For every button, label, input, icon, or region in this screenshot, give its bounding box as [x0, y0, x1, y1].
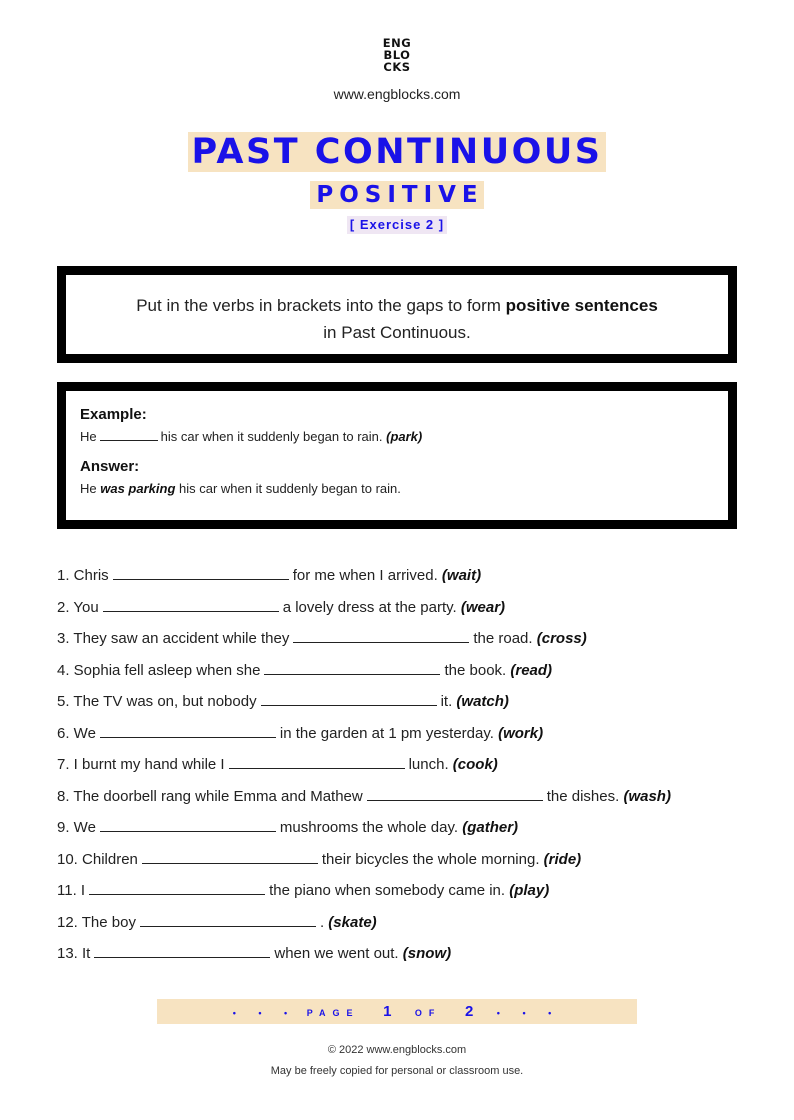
example-verb: (park): [386, 429, 423, 444]
question-before: 1. Chris: [57, 567, 109, 584]
example-box: [57, 382, 737, 529]
question-before: 9. We: [57, 819, 96, 836]
question-verb: (play): [509, 882, 550, 899]
logo-line-3: CKS: [383, 60, 411, 74]
question-before: 12. The boy: [57, 913, 136, 931]
logo-line-2: BLO: [383, 48, 411, 62]
question-after: their bicycles the whole morning.: [321, 850, 540, 868]
question-after: mushrooms the whole day.: [279, 819, 459, 836]
pagination-of-label: OF: [414, 1008, 442, 1018]
question-verb: (wash): [623, 787, 671, 805]
question-item: [57, 942, 757, 974]
pagination-bar: [157, 999, 637, 1024]
copyright: © 2022 www.engblocks.com: [327, 1044, 467, 1056]
question-verb: (skate): [328, 913, 377, 931]
answer-blank[interactable]: [229, 753, 405, 769]
question-verb: (ride): [543, 850, 582, 868]
answer-before: He: [80, 481, 97, 496]
answer-blank[interactable]: [261, 690, 437, 706]
answer-sentence: [80, 480, 728, 497]
pagination-page-label: PAGE: [306, 1008, 360, 1018]
answer-after: his car when it suddenly began to rain.: [179, 481, 401, 496]
license-note: May be freely copied for personal or classroom use.: [270, 1065, 524, 1077]
example-after: his car when it suddenly began to rain.: [160, 429, 383, 444]
answer-blank[interactable]: [140, 911, 316, 927]
instructions-text-2: in Past Continuous.: [323, 323, 471, 342]
question-item: [57, 722, 757, 754]
question-item: [57, 848, 757, 880]
answer-label: Answer:: [80, 458, 140, 475]
question-after: the piano when somebody came in.: [269, 882, 506, 899]
example-label: Example:: [80, 406, 147, 423]
pagination-total: 2: [464, 1003, 474, 1020]
pagination-dots-right: • • •: [496, 1008, 562, 1018]
question-list: [57, 564, 757, 974]
question-after: it.: [440, 693, 453, 710]
instructions-text-1: Put in the verbs in brackets into the gaps to form: [136, 296, 506, 315]
site-url: www.engblocks.com: [333, 86, 461, 102]
example-blank: [100, 429, 158, 441]
answer-blank[interactable]: [113, 564, 289, 580]
question-after: lunch.: [408, 756, 449, 773]
question-before: 11. I: [57, 882, 86, 899]
question-item: [57, 753, 757, 785]
exercise-label: [ Exercise 2 ]: [347, 216, 447, 234]
question-item: [57, 690, 757, 722]
logo-line-1: ENG: [382, 36, 412, 50]
question-item: [57, 816, 757, 848]
page-subtitle: POSITIVE: [310, 181, 483, 209]
question-after: for me when I arrived.: [292, 567, 438, 584]
answer-blank[interactable]: [293, 627, 469, 643]
answer-blank[interactable]: [367, 785, 543, 801]
question-item: [57, 659, 757, 691]
question-verb: (snow): [402, 945, 452, 962]
question-verb: (watch): [456, 693, 509, 710]
example-before: He: [80, 429, 97, 444]
question-item: [57, 596, 757, 628]
question-after: .: [319, 913, 325, 931]
question-before: 13. It: [57, 945, 91, 962]
example-sentence: [80, 428, 728, 445]
answer-blank[interactable]: [89, 879, 265, 895]
question-before: 2. You: [57, 598, 99, 616]
answer-blank[interactable]: [100, 816, 276, 832]
pagination-current: 1: [383, 1003, 392, 1020]
answer-blank[interactable]: [103, 596, 279, 612]
question-verb: (cross): [536, 630, 587, 647]
question-before: 4. Sophia fell asleep when she: [57, 661, 261, 679]
question-item: [57, 627, 757, 659]
answer-blank[interactable]: [94, 942, 270, 958]
answer-blank[interactable]: [100, 722, 276, 738]
answer-blank[interactable]: [142, 848, 318, 864]
question-before: 3. They saw an accident while they: [57, 630, 290, 647]
question-after: when we went out.: [274, 945, 399, 962]
question-before: 6. We: [57, 724, 96, 742]
page-title: PAST CONTINUOUS: [188, 132, 605, 172]
instructions-box: [57, 266, 737, 363]
question-verb: (gather): [462, 819, 519, 836]
question-before: 5. The TV was on, but nobody: [57, 693, 257, 710]
question-after: the book.: [444, 661, 507, 679]
answer-bold: was parking: [100, 481, 176, 496]
question-item: [57, 911, 757, 943]
question-after: the dishes.: [546, 787, 620, 805]
question-after: a lovely dress at the party.: [282, 598, 457, 616]
question-after: in the garden at 1 pm yesterday.: [279, 724, 494, 742]
question-verb: (cook): [452, 756, 498, 773]
question-after: the road.: [473, 630, 533, 647]
question-before: 10. Children: [57, 850, 138, 868]
question-item: [57, 879, 757, 911]
answer-blank[interactable]: [264, 659, 440, 675]
question-verb: (work): [498, 724, 544, 742]
question-before: 7. I burnt my hand while I: [57, 756, 225, 773]
question-item: [57, 564, 757, 596]
question-verb: (read): [510, 661, 553, 679]
instructions-bold: positive sentences: [505, 296, 658, 315]
question-verb: (wait): [441, 567, 482, 584]
pagination-dots-left: • • •: [232, 1008, 298, 1018]
question-item: [57, 785, 757, 817]
engblocks-logo: [0, 37, 794, 76]
question-verb: (wear): [460, 598, 506, 616]
question-before: 8. The doorbell rang while Emma and Mathew: [57, 787, 363, 805]
